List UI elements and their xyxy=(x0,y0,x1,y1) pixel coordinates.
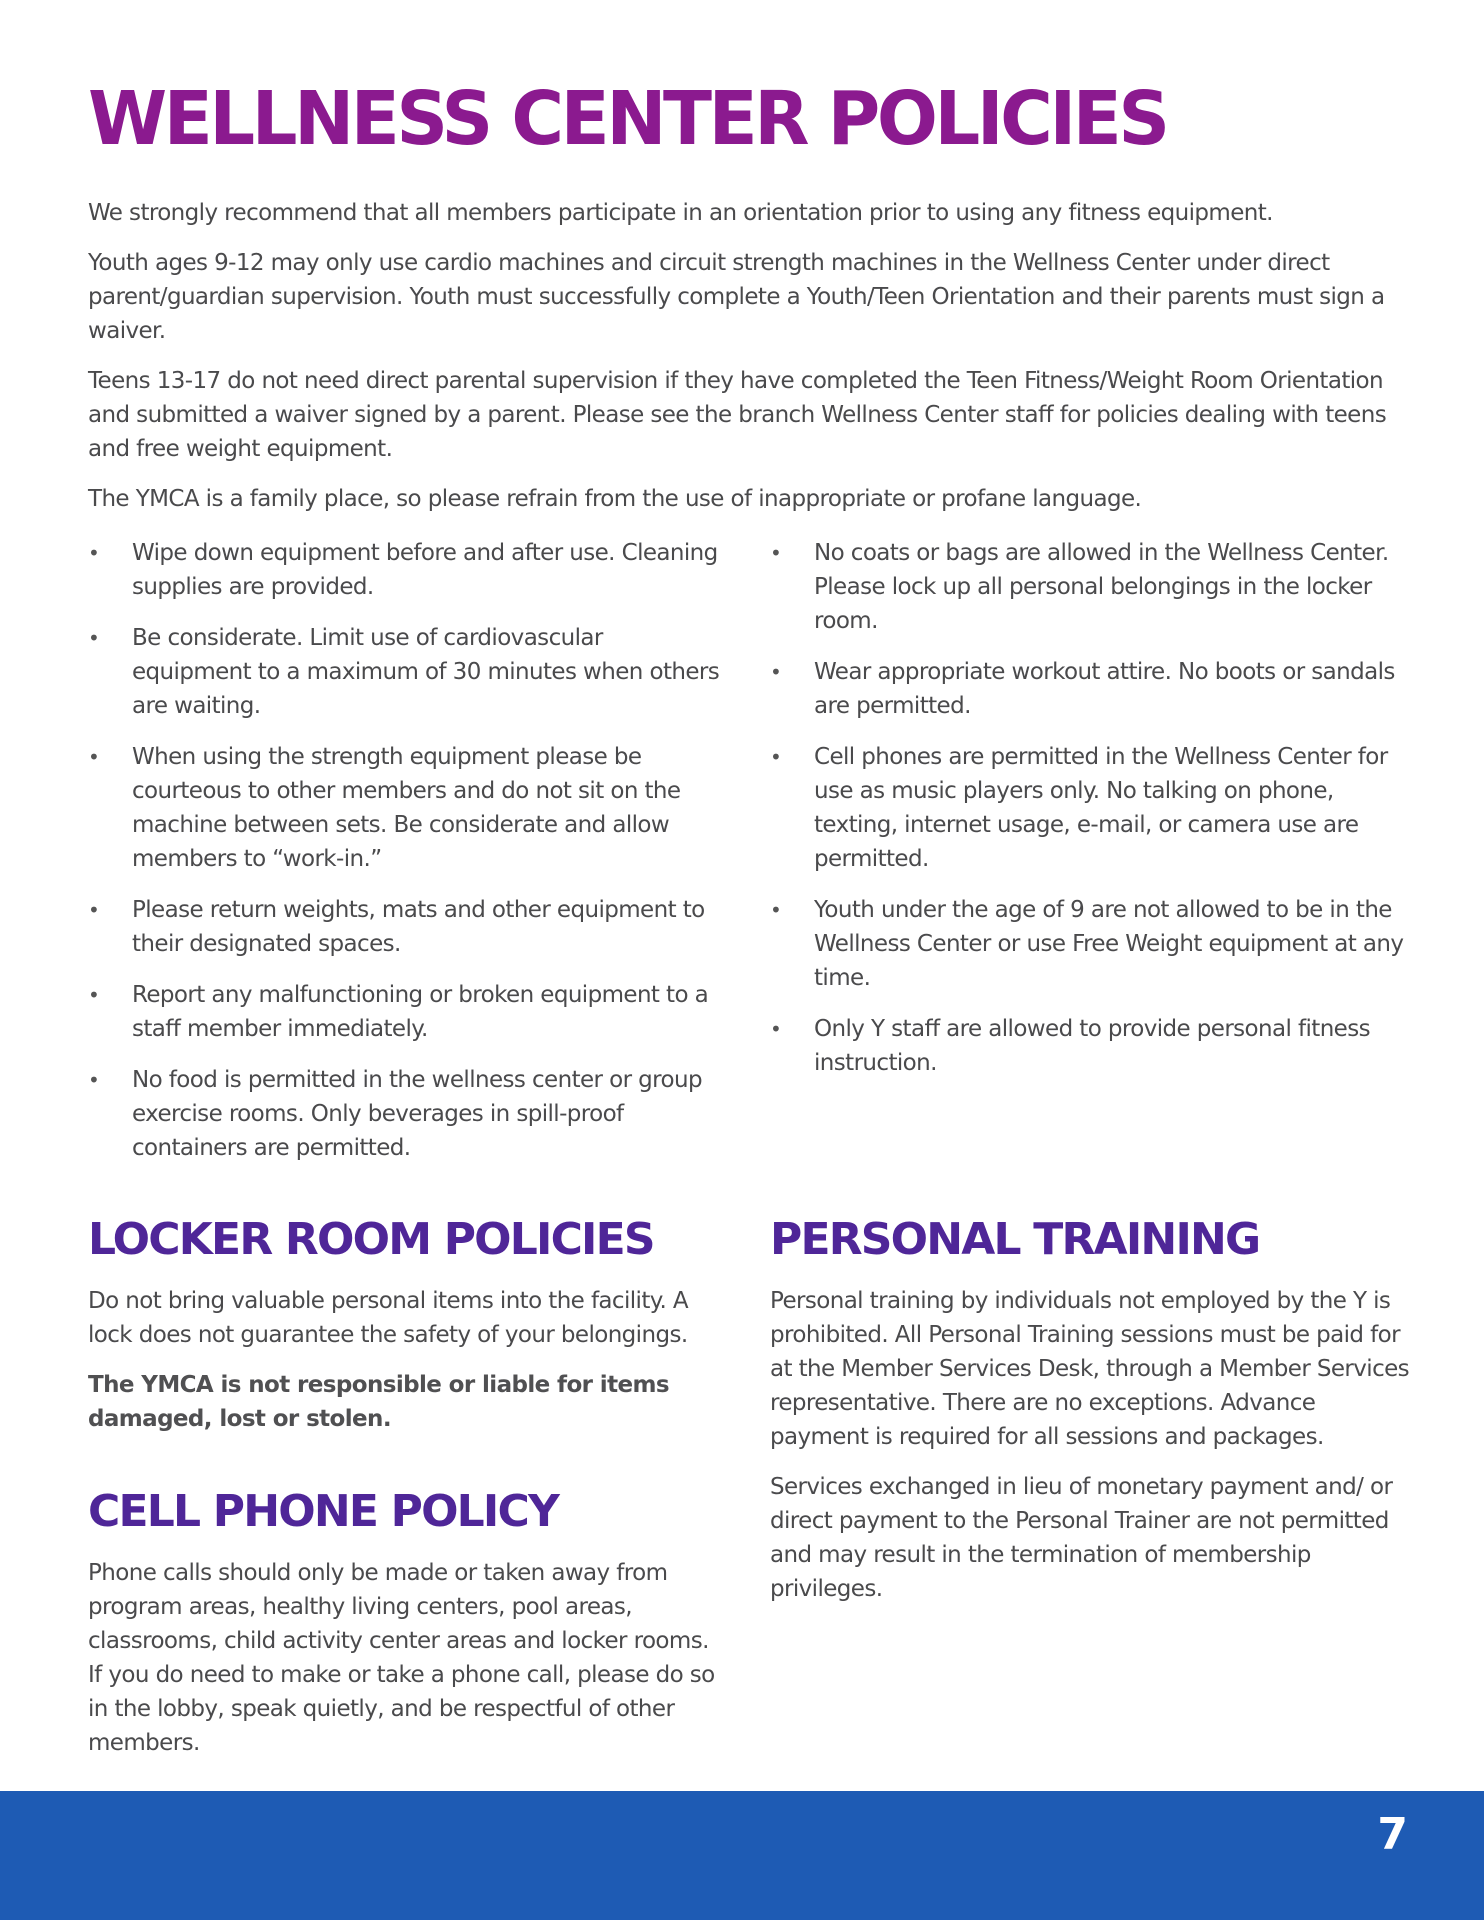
bullet-icon: • xyxy=(88,541,100,565)
bullet-icon: • xyxy=(770,541,782,565)
list-item xyxy=(88,1063,728,1165)
cell-phone-body: Phone calls should only be made or taken away from program areas, healthy living centers, pool areas, classrooms, child activity center areas and locker rooms. If you do need to make or take a phone call, please do so in the lobby, speak quietly, and be respectful of other members. xyxy=(88,1560,715,1756)
personal-training-paragraph: Services exchanged in lieu of monetary payment and/ or direct payment to the Personal Trainer are not permitted and may result in the termination of membership privileges. xyxy=(770,1474,1393,1602)
list-item xyxy=(88,978,728,1046)
personal-training-paragraph: Personal training by individuals not employed by the Y is prohibited. All Personal Training sessions must be paid for at the Member Services Desk, through a Member Services representative. There are no exceptions. Advance payment is required for all sessions and packages. xyxy=(770,1288,1410,1450)
list-item-text: Please return weights, mats and other equipment to their designated spaces. xyxy=(132,897,705,957)
list-item-text: Wear appropriate workout attire. No boots or sandals are permitted. xyxy=(814,659,1395,719)
page-number: 7 xyxy=(1377,1809,1408,1860)
list-item-text: When using the strength equipment please be courteous to other members and do not sit on the machine between sets. Be considerate and allow members to “work-in.” xyxy=(132,744,681,872)
intro-paragraph: Teens 13-17 do not need direct parental supervision if they have completed the Teen Fitness/Weight Room Orientation and submitted a waiver signed by a parent. Please see the branch Wellness Center staff for policies dealing with teens and free weight equipment. xyxy=(88,368,1387,462)
list-item-text: Wipe down equipment before and after use. Cleaning supplies are provided. xyxy=(132,540,718,600)
list-item-text: Be considerate. Limit use of cardiovascular equipment to a maximum of 30 minutes when others are waiting. xyxy=(132,625,720,719)
list-item-text: Only Y staff are allowed to provide personal fitness instruction. xyxy=(814,1016,1370,1076)
intro-paragraph: The YMCA is a family place, so please refrain from the use of inappropriate or profane language. xyxy=(88,486,1142,512)
section-title-cell-phone: CELL PHONE POLICY xyxy=(88,1486,559,1537)
bullet-icon: • xyxy=(88,898,100,922)
list-item xyxy=(88,740,728,876)
section-title-personal-training: PERSONAL TRAINING xyxy=(770,1214,1260,1265)
bullet-icon: • xyxy=(770,898,782,922)
intro-paragraph: Youth ages 9-12 may only use cardio machines and circuit strength machines in the Wellness Center under direct parent/guardian supervision. Youth must successfully complete a Youth/Teen Orientation and their parents must sign a waiver. xyxy=(88,250,1385,344)
list-item xyxy=(770,893,1410,995)
bullet-icon: • xyxy=(88,745,100,769)
locker-room-body: Do not bring valuable personal items into the facility. A lock does not guarantee the safety of your belongings. xyxy=(88,1288,689,1348)
list-item xyxy=(88,621,728,723)
page-title: WELLNESS CENTER POLICIES xyxy=(88,76,1167,162)
bullet-icon: • xyxy=(770,660,782,684)
footer-bar xyxy=(0,1791,1484,1920)
locker-room-disclaimer: The YMCA is not responsible or liable for items damaged, lost or stolen. xyxy=(88,1372,669,1432)
list-item-text: Youth under the age of 9 are not allowed to be in the Wellness Center or use Free Weight equipment at any time. xyxy=(814,897,1404,991)
list-item xyxy=(770,740,1410,876)
rules-list-left xyxy=(88,536,728,1182)
section-title-locker-room: LOCKER ROOM POLICIES xyxy=(88,1214,654,1265)
list-item-text: No food is permitted in the wellness center or group exercise rooms. Only beverages in spill-proof containers are permitted. xyxy=(132,1067,702,1161)
personal-training-section xyxy=(770,1214,1410,1622)
cell-phone-section xyxy=(88,1486,728,1776)
list-item-text: Report any malfunctioning or broken equipment to a staff member immediately. xyxy=(132,982,709,1042)
list-item xyxy=(770,655,1410,723)
bullet-icon: • xyxy=(770,1017,782,1041)
list-item-text: No coats or bags are allowed in the Wellness Center. Please lock up all personal belongings in the locker room. xyxy=(814,540,1389,634)
bullet-icon: • xyxy=(88,983,100,1007)
bullet-icon: • xyxy=(770,745,782,769)
list-item xyxy=(88,893,728,961)
intro-paragraph: We strongly recommend that all members participate in an orientation prior to using any fitness equipment. xyxy=(88,200,1273,226)
list-item xyxy=(88,536,728,604)
list-item xyxy=(770,1012,1410,1080)
intro-section xyxy=(88,196,1408,532)
bullet-icon: • xyxy=(88,626,100,650)
locker-room-section xyxy=(88,1214,728,1452)
bullet-icon: • xyxy=(88,1068,100,1092)
list-item-text: Cell phones are permitted in the Wellness Center for use as music players only. No talking on phone, texting, internet usage, e-mail, or camera use are permitted. xyxy=(814,744,1388,872)
rules-list-right xyxy=(770,536,1410,1097)
list-item xyxy=(770,536,1410,638)
